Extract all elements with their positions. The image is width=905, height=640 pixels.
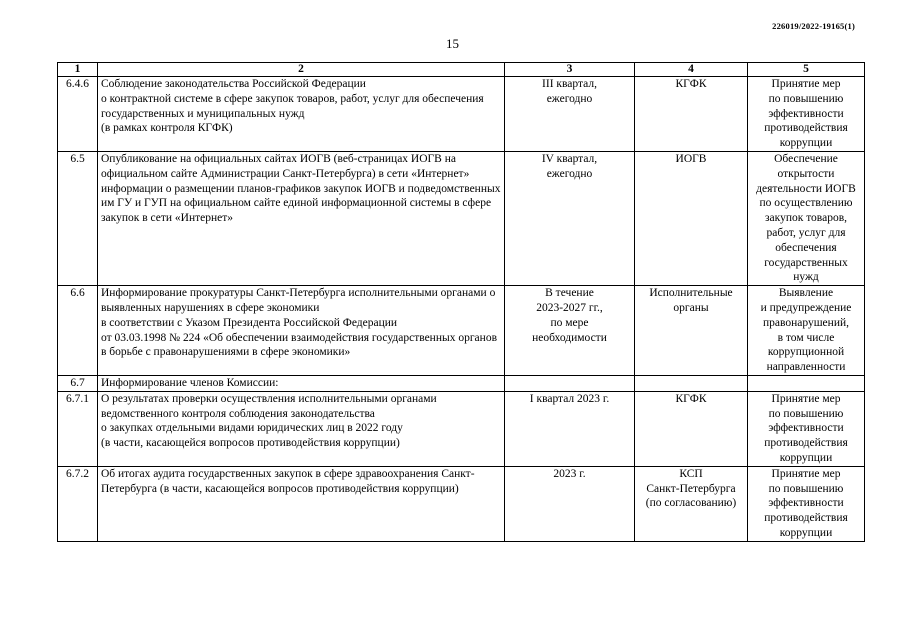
column-header: 3 (505, 63, 635, 77)
item-executor: ИОГВ (635, 151, 748, 285)
item-number: 6.5 (58, 151, 98, 285)
table-row (58, 391, 865, 466)
item-term (505, 375, 635, 391)
column-header: 1 (58, 63, 98, 77)
item-description: Информирование прокуратуры Санкт-Петербурга исполнительными органами о выявленных нарушениях в сфере экономики в соответствии с Указом Президента Российской Федерации от 03.03.1998 № 224 «Об обеспечении взаимодействия государственных органов в борьбе с правонарушениями в сфере экономики» (98, 286, 505, 376)
item-result: Принятие мер по повышению эффективности противодействия коррупции (748, 77, 865, 152)
item-executor: КГФК (635, 77, 748, 152)
item-number: 6.4.6 (58, 77, 98, 152)
measures-table (57, 62, 865, 542)
table-row (58, 286, 865, 376)
item-term: III квартал, ежегодно (505, 77, 635, 152)
item-number: 6.7.2 (58, 466, 98, 541)
table-row (58, 466, 865, 541)
document-id: 226019/2022-19165(1) (772, 21, 855, 31)
item-result: Принятие мер по повышению эффективности противодействия коррупции (748, 466, 865, 541)
item-description: О результатах проверки осуществления исполнительными органами ведомственного контроля соблюдения законодательства о закупках отдельными видами юридических лиц в 2022 году (в части, касающейся вопросов противодействия коррупции) (98, 391, 505, 466)
item-description: Об итогах аудита государственных закупок в сфере здравоохранения Санкт-Петербурга (в части, касающейся вопросов противодействия коррупции) (98, 466, 505, 541)
item-executor: КГФК (635, 391, 748, 466)
item-number: 6.6 (58, 286, 98, 376)
item-executor: Исполнительные органы (635, 286, 748, 376)
item-term: В течение 2023-2027 гг., по мере необходимости (505, 286, 635, 376)
item-number: 6.7 (58, 375, 98, 391)
item-description: Соблюдение законодательства Российской Федерации о контрактной системе в сфере закупок товаров, работ, услуг для обеспечения государственных и муниципальных нужд (в рамках контроля КГФК) (98, 77, 505, 152)
item-number: 6.7.1 (58, 391, 98, 466)
table-row (58, 151, 865, 285)
column-header: 5 (748, 63, 865, 77)
table-header-row (58, 63, 865, 77)
item-result: Выявление и предупреждение правонарушений, в том числе коррупционной направленности (748, 286, 865, 376)
item-term: 2023 г. (505, 466, 635, 541)
item-result: Принятие мер по повышению эффективности противодействия коррупции (748, 391, 865, 466)
table-row (58, 375, 865, 391)
page-number: 15 (446, 36, 459, 51)
item-result: Обеспечение открытости деятельности ИОГВ по осуществлению закупок товаров, работ, услуг для обеспечения государственных нужд (748, 151, 865, 285)
item-description: Опубликование на официальных сайтах ИОГВ (веб-страницах ИОГВ на официальном сайте Администрации Санкт-Петербурга) в сети «Интернет» информации о размещении планов-графиков закупок ИОГВ и подведомственных им ГУ и ГУП на официальном сайте единой информационной системы в сфере закупок в сети «Интернет» (98, 151, 505, 285)
item-term: IV квартал, ежегодно (505, 151, 635, 285)
item-description: Информирование членов Комиссии: (98, 375, 505, 391)
column-header: 2 (98, 63, 505, 77)
table-row (58, 77, 865, 152)
item-result (748, 375, 865, 391)
column-header: 4 (635, 63, 748, 77)
item-term: I квартал 2023 г. (505, 391, 635, 466)
item-executor (635, 375, 748, 391)
item-executor: КСП Санкт-Петербурга (по согласованию) (635, 466, 748, 541)
